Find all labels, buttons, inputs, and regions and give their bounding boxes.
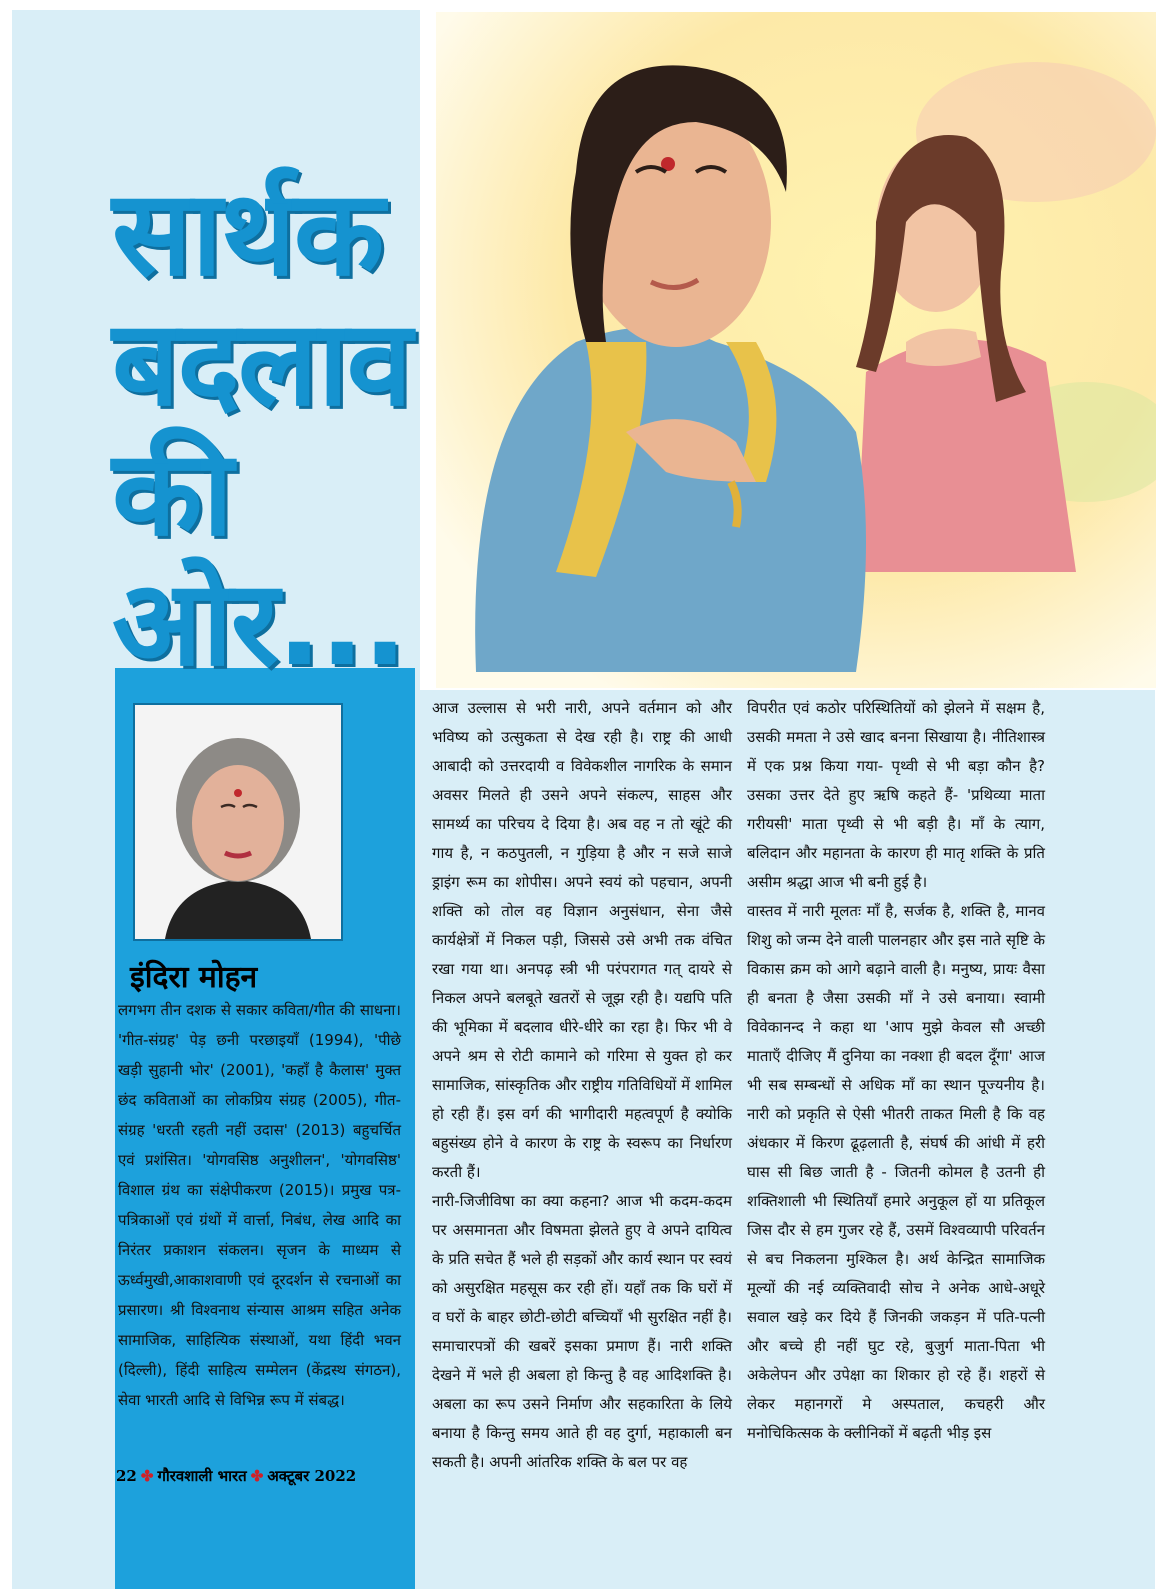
article-paragraph: नारी-जिजीविषा का क्या कहना? आज भी कदम-कदम पर असमानता और विषमता झेलते हुए वे अपने दायित्व के प्रति सचेत हैं भले ही सड़कों और कार्य स्थान पर स्वयं को असुरक्षित महसूस कर रही हों। यहाँ तक कि घरों में व घरों के बाहर छोटी-छोटी बच्चियाँ भी सुरक्षित नहीं है। समाचारपत्रों की खबरें इसका प्रमाण हैं। नारी शक्ति देखने में भले ही अबला हो किन्तु है वह आदिशक्ति है। अबला का रूप उसने निर्माण और सहकारिता के लिये बनाया है किन्तु समय आते ही वह दुर्गा, महाकाली बन सकती है। अपनी आंतरिक शक्ति के बल पर वह [432, 1192, 732, 1471]
page-footer [116, 1466, 356, 1486]
article-headline: सार्थक बदलाव की ओर... [112, 164, 411, 692]
author-name: इंदिरा मोहन [130, 960, 258, 995]
article-paragraph: आज उल्लास से भरी नारी, अपने वर्तमान को और भविष्य को उत्सुकता से देख रही है। राष्ट्र की आधी आबादी को उत्तरदायी व विवेकशील नागरिक के समान अवसर मिलते ही उसने अपने संकल्प, साहस और सामर्थ्य का परिचय दे दिया है। अब वह न तो खूंटे की गाय है, न कठपुतली, न गुड़िया है और न सजे साजे ड्राइंग रूम का शोपीस। अपने स्वयं को पहचान, अपनी शक्ति को तोल वह विज्ञान अनुसंधान, सेना जैसे कार्यक्षेत्रों में निकल पड़ी, जिससे उसे अभी तक वंचित रखा गया था। अनपढ़ स्त्री भी परंपरागत गत् दायरे से निकल अपने बलबूते खतरों से जूझ रही है। यद्यपि पति की भूमिका में बदलाव धीरे-धीरे का रहा है। फिर भी वे अपने श्रम से रोटी कामाने को गरिमा से युक्त हो कर सामाजिक, सांस्कृतिक और राष्ट्रीय गतिविधियों में शामिल हो रही हैं। इस वर्ग की भागीदारी महत्वपूर्ण है क्योकि बहुसंख्य होने वे कारण के राष्ट्र के स्वरूप का निर्धारण करती हैं। [432, 699, 732, 1181]
article-column-1 [432, 694, 732, 1477]
author-bio: लगभग तीन दशक से सकार कविता/गीत की साधना। 'गीत-संग्रह' पेड़ छनी परछाइयाँ (1994), 'पीछे खड़ी सुहानी भोर' (2001), 'कहाँ है कैलास' मुक्त छंद कविताओं का लोकप्रिय संग्रह (2005), गीत-संग्रह 'धरती रहती नहीं उदास' (2013) बहुचर्चित एवं प्रशंसित। 'योगवसिष्ठ अनुशीलन', 'योगवसिष्ठ' विशाल ग्रंथ का संक्षेपीकरण (2015)। प्रमुख पत्र-पत्रिकाओं एवं ग्रंथों में वार्त्ता, निबंध, लेख आदि का निरंतर प्रकाशन संकलन। सृजन के माध्यम से ऊर्ध्वमुखी,आकाशवाणी एवं दूरदर्शन से रचनाओं का प्रसारण। श्री विश्वनाथ संन्यास आश्रम सहित अनेक सामाजिक, साहित्यिक संस्थाओं, यथा हिंदी भवन (दिल्ली), हिंदी साहित्य सम्मेलन (केंद्रस्थ संगठन), सेवा भारती आदि से विभिन्न रूप में संबद्ध। [118, 1001, 401, 1409]
article-paragraph: वास्तव में नारी मूलतः माँ है, सर्जक है, शक्ति है, मानव शिशु को जन्म देने वाली पालनहार और इस नाते सृष्टि के विकास क्रम को आगे बढ़ाने वाली है। मनुष्य, प्रायः वैसा ही बनता है जैसा उसकी माँ ने उसे बनाया। स्वामी विवेकानन्द ने कहा था 'आप मुझे केवल सौ अच्छी माताएँ दीजिए मैं दुनिया का नक्शा ही बदल दूँगा' आज भी सब सम्बन्धों से अधिक माँ का स्थान पूज्यनीय है। नारी को प्रकृति से ऐसी भीतरी ताकत मिली है कि वह अंधकार में किरण ढूढ़लाती है, संघर्ष की आंधी में हरी घास सी बिछ जाती है - जितनी कोमल है उतनी ही शक्तिशाली भी स्थितियाँ हमारे अनुकूल हों या प्रतिकूल जिस दौर से हम गुजर रहे हैं, उसमें विश्वव्यापी परिवर्तन से बच निकलना मुश्किल है। अर्थ केन्द्रित सामाजिक मूल्यों की नई व्यक्तिवादी सोच ने अनेक आधे-अधूरे सवाल खड़े कर दिये हैं जिनकी जकड़न में पति-पत्नी और बच्चे ही नहीं घुट रहे, बुजुर्ग माता-पिता भी अकेलेपन और उपेक्षा का शिकार हो रहे हैं। शहरों से लेकर महानगरों मे अस्पताल, कचहरी और मनोचिकित्सक के क्लीनिकों में बढ़ती भीड़ इस [747, 902, 1045, 1442]
issue-date: अक्टूबर 2022 [267, 1467, 357, 1485]
article-paragraph: विपरीत एवं कठोर परिस्थितियों को झेलने में सक्षम है, उसकी ममता ने उसे खाद बनना सिखाया है। नीतिशास्त्र में एक प्रश्न किया गया- पृथ्वी से भी बड़ा कौन है? उसका उत्तर देते हुए ऋषि कहते हैं- 'प्रथिव्या माता गरीयसी' माता पृथ्वी से भी बड़ी है। माँ के त्याग, बलिदान और महानता के कारण ही मातृ शक्ति के प्रति असीम श्रद्धा आज भी बनी हुई है। [747, 699, 1045, 891]
article-column-2 [747, 694, 1045, 1448]
page-number: 22 [116, 1467, 137, 1485]
illustration-image [436, 12, 1156, 688]
flower-separator-icon: ✤ [140, 1467, 154, 1485]
flower-separator-icon: ✤ [250, 1467, 264, 1485]
magazine-name: गौरवशाली भारत [157, 1467, 247, 1485]
author-photo [133, 703, 343, 941]
